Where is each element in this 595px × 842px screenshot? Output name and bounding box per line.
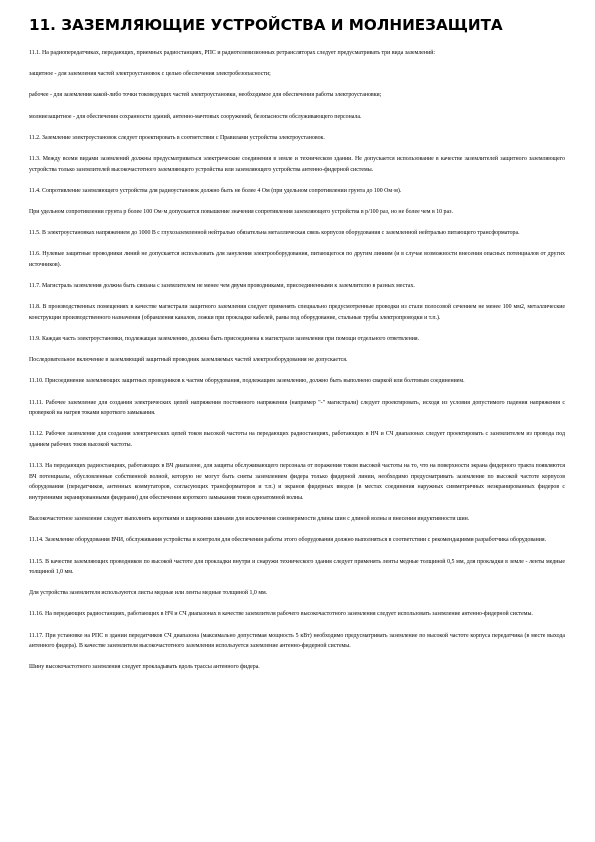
paragraph-11-11: 11.11. Рабочее заземление для создания электрических цепей напряжения постоянного напряжения (например "-" магистрали) следует проектировать, исходя из условия допустимого падения напряжения с проверкой на нагрев токами короткого замыкания. [29, 399, 565, 417]
paragraph-soil-resistivity: При удельном сопротивлении грунта р более 100 Ом·м допускается повышение значения сопротивления заземляющего устройства в р/100 раз, но не более чем в 10 раз. [29, 208, 453, 215]
document-page [29, 16, 565, 684]
paragraph-11-2: 11.2. Заземление электроустановок следует проектировать в соответствии с Правилами устройства электроустановок. [29, 134, 325, 141]
paragraph-11-13: 11.13. На передающих радиостанциях, работающих в ВЧ диапазоне, для защиты обслуживающего персонала от поражения током высокой частоты на то, что на поверхности экрана фидерного тракта появляются ВЧ потенциалы, обусловленные собственной волной, которую не могут быть сняты заземлением фидера только фидерной линии, необходимо предусматривать заземление по высокой частоте корпусов оборудования (передатчиков, антенных коммутаторов, согласующих трансформаторов и т.п.) и экранов фидерных вводов (в местах соединения наружных симметричных неэкранированных фидеров с внутренними экранированными фидерами) для обеспечения короткого замыкания токов одноатомной волны. [29, 463, 565, 501]
section-title: 11. ЗАЗЕМЛЯЮЩИЕ УСТРОЙСТВА И МОЛНИЕЗАЩИТА [29, 16, 503, 34]
paragraph-11-6: 11.6. Нулевые защитные проводники линий не допускается использовать для зануления электрооборудования, питающегося по другим линиям (и в случае возможности внесения опасных потенциалов от других источников). [29, 251, 565, 268]
paragraph-hf-grounding: Высокочастотное заземление следует выполнять короткими и широкими шинами для исключения соизмеримости длины шин с длиной волны и внесения индуктивности шин. [29, 516, 470, 523]
paragraph-11-14: 11.14. Заземление оборудования ВЧИ, обслуживания устройства и контроля для обеспечения работы этого оборудования должно выполняться в соответствии с рекомендациями разработчика оборудования. [29, 537, 547, 544]
paragraph-11-9: 11.9. Каждая часть электроустановки, подлежащая заземлению, должна быть присоединена к магистрали заземления при помощи отдельного ответвления. [29, 336, 420, 343]
paragraph-11-12: 11.12. Рабочее заземление для создания электрических цепей токов высокой частоты на передающих радиостанциях, работающих в НЧ и СЧ диапазонах следует проектировать с заземлителем из провода под зданием рабочих токов высокой частоты. [29, 431, 565, 448]
paragraph-11-15: 11.15. В качестве заземляющих проводников по высокой частоте для прокладки внутри и снаружи технического здания следует применять ленты медные толщиной 0,5 мм, для прокладки в земле - ленты медные толщиной 1,0 мм. [29, 558, 565, 576]
paragraph-11-10: 11.10. Присоединение заземляющих защитных проводников к частям оборудования, подлежащим заземлению, должно быть выполнено сваркой или болтовым соединением. [29, 378, 465, 385]
paragraph-11-7: 11.7. Магистраль заземления должна быть связана с заземлителем не менее чем двумя проводниками, присоединенными к заземлителю в разных местах. [29, 283, 415, 290]
paragraph-11-3: 11.3. Между всеми видами заземлений должны предусматриваться электрические соединения в земле и техническом здании. Не допускается использование в качестве заземлителей защитного заземляющего устройства только заземлителей высокочастотного заземляющего устройства или заземляющего устройства антенно-фидерной системы. [29, 155, 565, 173]
paragraph-lightning-grounding: молниезащитное - для обеспечения сохранности зданий, антенно-мачтовых сооружений, безопасности обслуживающего персонала. [29, 113, 362, 120]
paragraph-series-connection: Последовательное включение в заземляющий защитный проводник заземляемых частей электрооборудования не допускается. [29, 357, 348, 364]
paragraph-working-grounding: рабочее - для заземления какой-либо точки токоведущих частей электроустановки, необходимое для обеспечения работы электроустановки; [29, 92, 382, 99]
paragraph-11-1: 11.1. На радиопередатчиках, передающих, приемных радиостанциях, РПС и радиотелевизионных ретрансляторах следует предусматривать три вида заземлений: [29, 50, 436, 56]
paragraph-protective-grounding: защитное - для заземления частей электроустановок с целью обеспечения электробезопасности; [29, 71, 271, 78]
paragraph-grounding-electrode: Для устройства заземлителя используются листы медные или ленты медные толщиной 1,0 мм. [29, 590, 268, 597]
paragraph-11-4: 11.4. Сопротивление заземляющего устройства для радиоустановок должно быть не более 4 Ом (при удельном сопротивлении грунта до 100 Ом·м). [29, 187, 402, 194]
section-body [29, 48, 565, 673]
paragraph-11-17: 11.17. При установке на РПС в здании передатчиков СЧ диапазона (максимально допустимая мощность 5 кВт) необходимо предусматривать заземление по высокой частоте корпуса передатчика (в месте выхода антенного фидера). В качестве заземлителя высокочастотного заземления используется заземление антенно-фидерной системы. [29, 632, 565, 650]
paragraph-hf-bus: Шину высокочастотного заземления следует прокладывать вдоль трассы антенного фидера. [29, 664, 260, 671]
paragraph-11-8: 11.8. В производственных помещениях в качестве магистрали защитного заземления следует применять специально предусмотренные проводки из стали полосовой сечением не менее 100 мм2, металлические конструкции производственного назначения (обрамления каналов, ложки при прокладке кабелей, рамы под оборудование, стальные трубы электропроводки и т.п.). [29, 304, 565, 321]
paragraph-11-5: 11.5. В электроустановках напряжением до 1000 В с глухозаземленной нейтралью обязательна металлическая связь корпусов оборудования с заземленной нейтралью питающего трансформатора. [29, 230, 520, 237]
paragraph-11-16: 11.16. На передающих радиостанциях, работающих в НЧ и СЧ диапазонах в качестве заземлителя рабочего высокочастотного заземления следует использовать заземление антенно-фидерной системы. [29, 611, 533, 618]
